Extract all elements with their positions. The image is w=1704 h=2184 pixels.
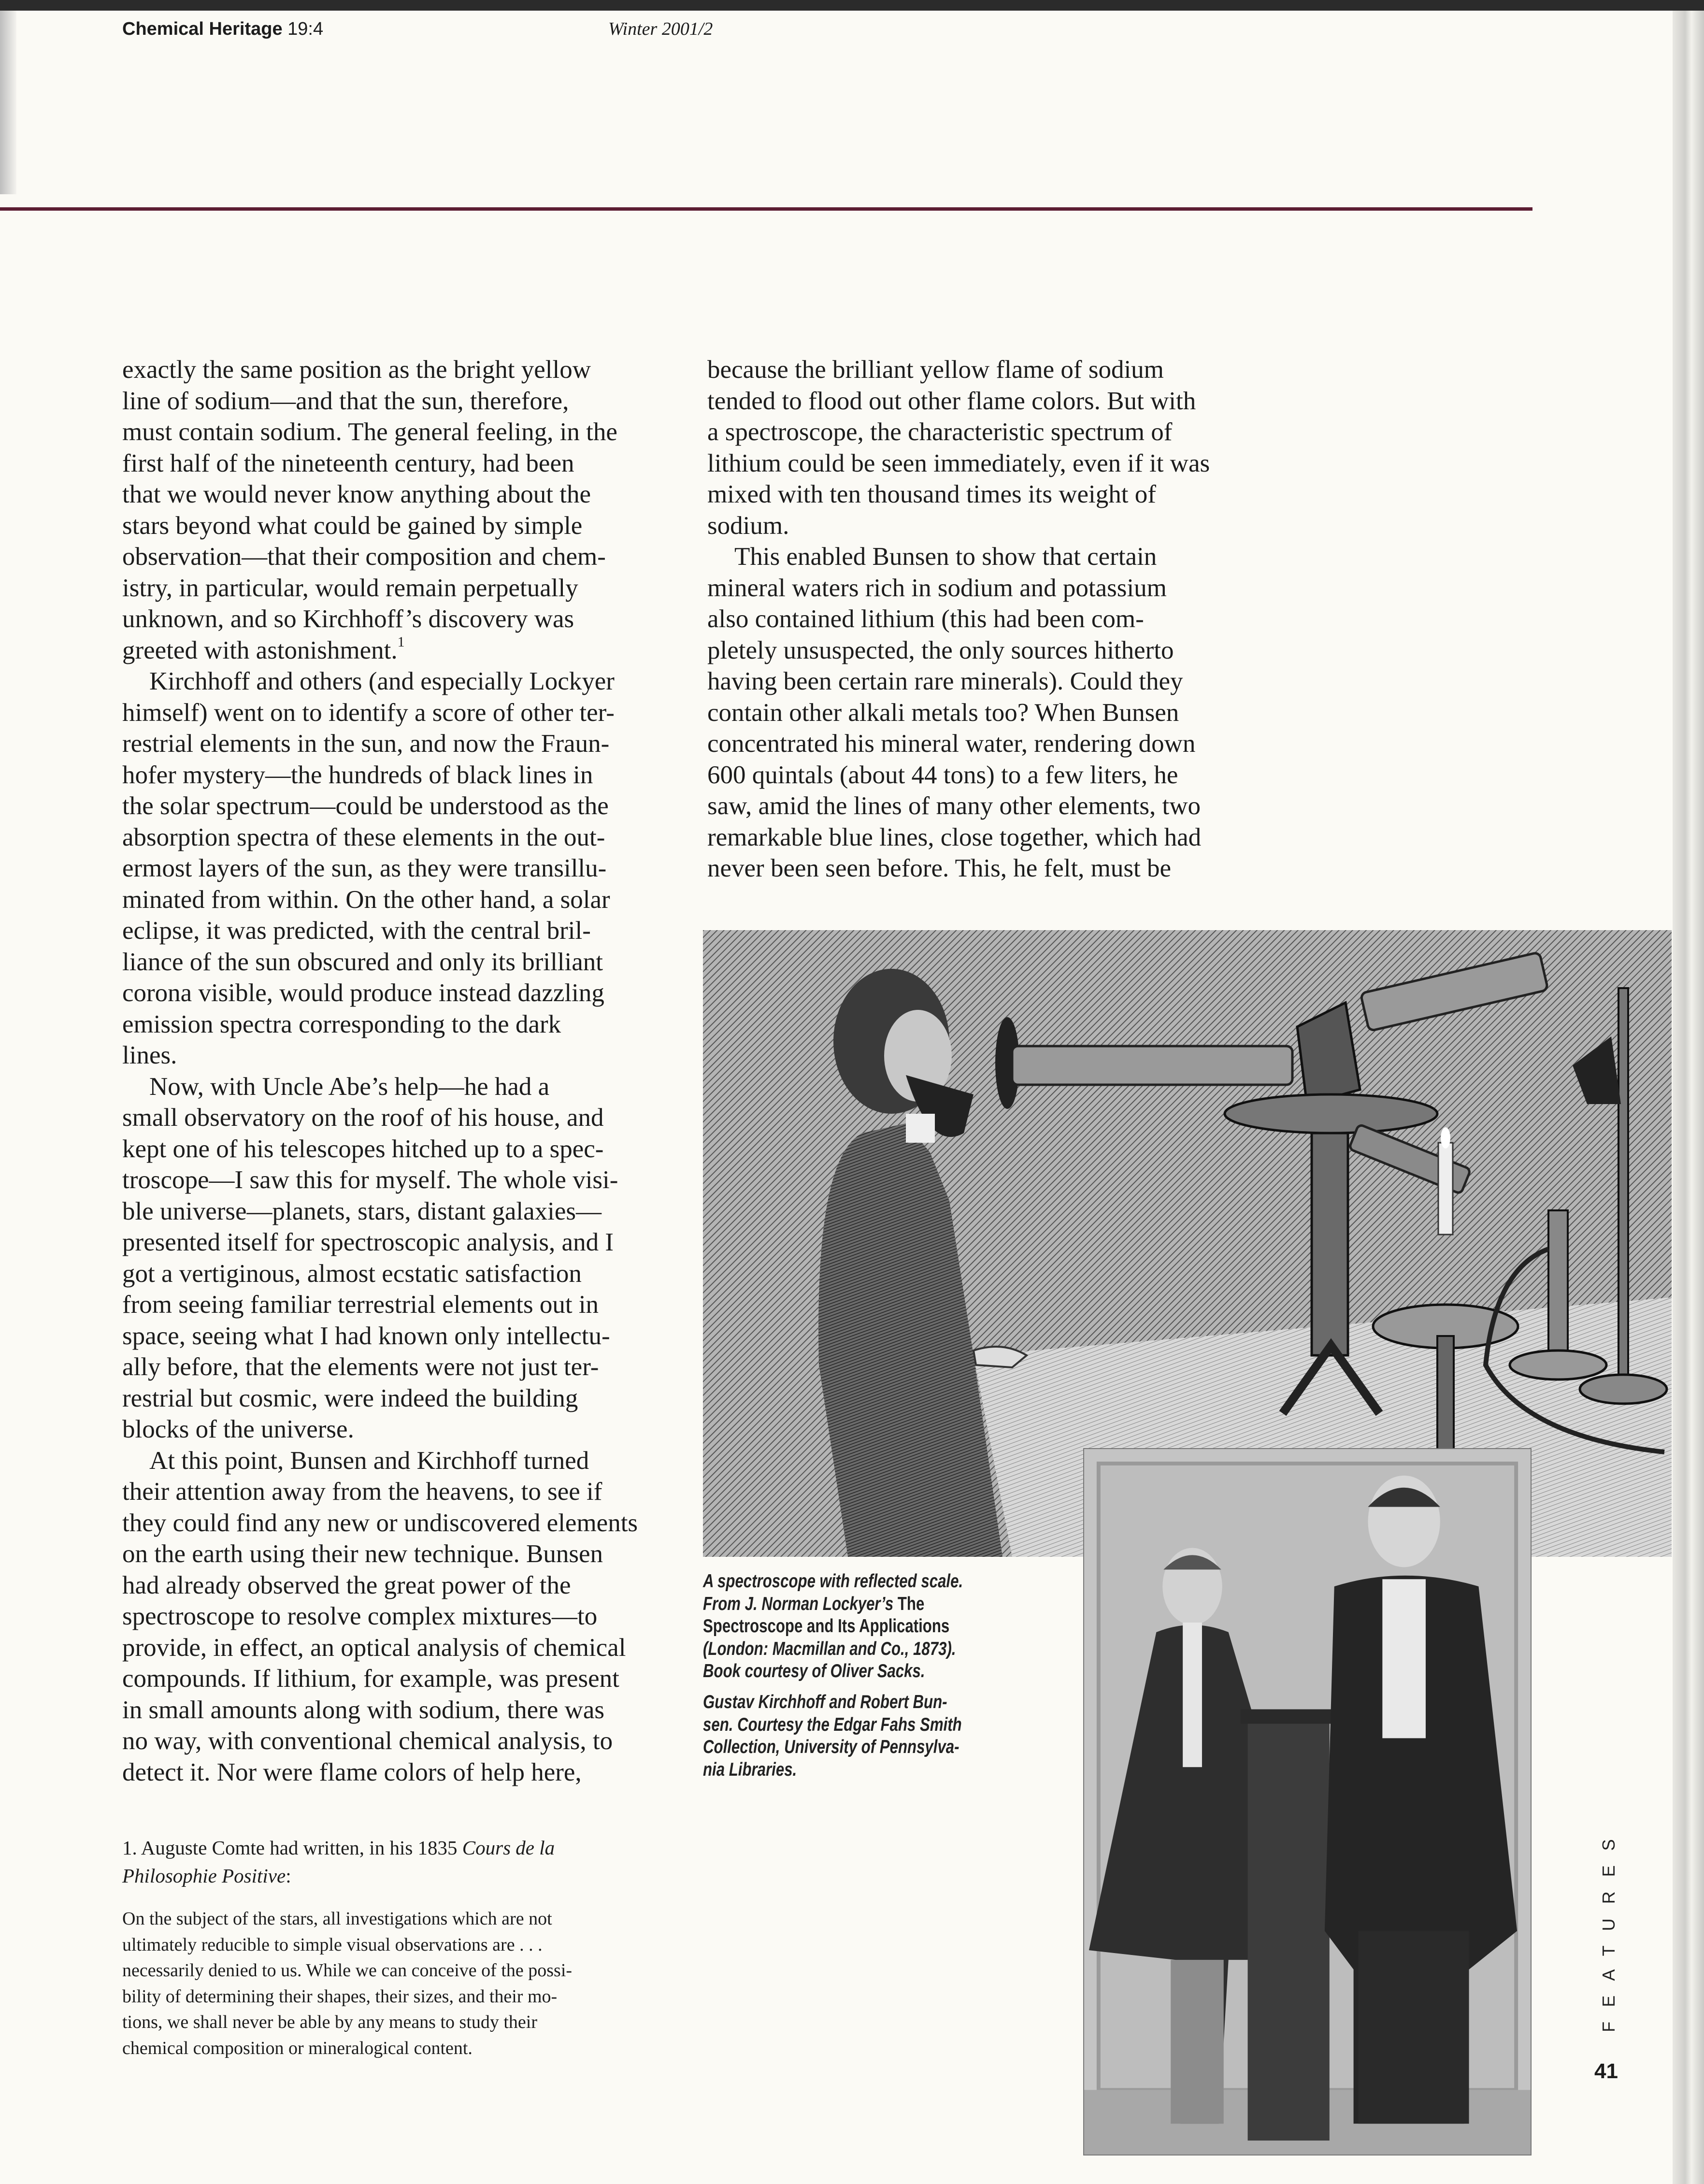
line-text: lines. xyxy=(122,1041,177,1069)
line-text: compounds. If lithium, for example, was present xyxy=(122,1665,619,1693)
line-text: they could find any new or undiscovered elements xyxy=(122,1509,638,1537)
line-text: no way, with conventional chemical analysis, to xyxy=(122,1727,613,1755)
line-text: line of sodium—and that the sun, therefore, xyxy=(122,387,569,415)
text-line xyxy=(122,1757,659,1788)
text-line xyxy=(707,354,1244,386)
text-line xyxy=(707,603,1244,635)
line-text: kept one of his telescopes hitched up to a spec- xyxy=(122,1135,604,1163)
text-line xyxy=(122,448,659,479)
footnote-line xyxy=(122,1834,663,1862)
text-line xyxy=(122,1134,659,1165)
line-text: himself) went on to identify a score of other ter- xyxy=(122,698,615,727)
text-line xyxy=(707,417,1244,448)
line-text: stars beyond what could be gained by simple xyxy=(122,511,583,540)
line-text: greeted with astonishment. xyxy=(122,636,398,664)
line-text: exactly the same position as the bright yellow xyxy=(122,356,591,384)
text-line xyxy=(122,1476,659,1508)
text-line xyxy=(122,1508,659,1539)
text-line xyxy=(122,1040,659,1071)
line-text: Kirchhoff and others (and especially Lockyer xyxy=(149,667,615,695)
line-text: corona visible, would produce instead dazzling xyxy=(122,979,604,1007)
line-text: 600 quintals (about 44 tons) to a few liters, he xyxy=(707,761,1178,789)
line-text: ble universe—planets, stars, distant galaxies— xyxy=(122,1197,602,1225)
spectroscope-caption xyxy=(703,1570,1070,1683)
line-text: istry, in particular, would remain perpetually xyxy=(122,574,578,602)
text-line xyxy=(707,822,1244,853)
text-line xyxy=(122,1071,659,1103)
text-line xyxy=(707,853,1244,884)
line-text: never been seen before. This, he felt, must be xyxy=(707,854,1172,882)
text-line xyxy=(122,1383,659,1414)
line-text: ally before, that the elements were not just ter- xyxy=(122,1353,599,1381)
line-text: detect it. Nor were flame colors of help here, xyxy=(122,1758,582,1786)
footnote-quote-line: chemical composition or mineralogical content. xyxy=(122,2038,473,2058)
footnote-quote xyxy=(122,1906,663,2061)
book-title: The xyxy=(897,1593,925,1614)
line-text: a spectroscope, the characteristic spectrum of xyxy=(707,418,1173,446)
footnote-marker[interactable]: 1 xyxy=(397,633,405,650)
text-line xyxy=(707,697,1244,729)
line-text: concentrated his mineral water, rendering down xyxy=(707,730,1196,758)
text-line xyxy=(122,1289,659,1321)
text-line xyxy=(122,1695,659,1726)
text-line xyxy=(122,1663,659,1695)
line-text: presented itself for spectroscopic analysis, and I xyxy=(122,1228,614,1256)
text-line xyxy=(122,1321,659,1352)
line-text: At this point, Bunsen and Kirchhoff turned xyxy=(149,1446,589,1475)
text-line xyxy=(122,1414,659,1445)
footnote-quote-line: ultimately reducible to simple visual observations are . . . xyxy=(122,1934,543,1955)
page-stack-edge xyxy=(1673,11,1704,2184)
caption-line: sen. Courtesy the Edgar Fahs Smith xyxy=(703,1714,962,1735)
line-text: blocks of the universe. xyxy=(122,1415,354,1443)
text-line xyxy=(707,760,1244,791)
footnote-quote-line: tions, we shall never be able by any means to study their xyxy=(122,2012,538,2032)
caption-line: A spectroscope with reflected scale. xyxy=(703,1571,963,1592)
text-line xyxy=(122,1538,659,1570)
text-line xyxy=(122,947,659,978)
text-line xyxy=(122,635,659,666)
issue-number: 19:4 xyxy=(287,19,324,39)
line-text: eclipse, it was predicted, with the central bril- xyxy=(122,917,591,945)
text-line xyxy=(122,1227,659,1258)
footnote-quote-line: bility of determining their shapes, their sizes, and their mo- xyxy=(122,1986,558,2007)
running-header-date: Winter 2001/2 xyxy=(608,19,713,39)
footnote-title: Philosophie Positive xyxy=(122,1865,286,1887)
pedestal xyxy=(1241,1710,1337,2141)
line-text: provide, in effect, an optical analysis of chemical xyxy=(122,1633,626,1662)
line-text: Now, with Uncle Abe’s help—he had a xyxy=(149,1072,550,1101)
line-text: ermost layers of the sun, as they were transillu- xyxy=(122,854,607,882)
text-line xyxy=(122,1258,659,1290)
line-text: troscope—I saw this for myself. The whole visi- xyxy=(122,1166,618,1194)
text-line xyxy=(122,884,659,916)
text-line xyxy=(122,1196,659,1227)
footnote-quote-line: necessarily denied to us. While we can conceive of the possi- xyxy=(122,1960,573,1981)
text-line xyxy=(122,354,659,386)
text-line xyxy=(707,448,1244,479)
text-line xyxy=(122,697,659,729)
text-line xyxy=(122,1009,659,1040)
line-text: that we would never know anything about the xyxy=(122,480,591,508)
caption-line: Gustav Kirchhoff and Robert Bun- xyxy=(703,1692,947,1712)
page-number: 41 xyxy=(1594,2059,1618,2083)
publication-name: Chemical Heritage xyxy=(122,19,283,39)
text-line xyxy=(122,603,659,635)
text-line xyxy=(122,1351,659,1383)
line-text: first half of the nineteenth century, had been xyxy=(122,449,574,477)
line-text: spectroscope to resolve complex mixtures—to xyxy=(122,1602,598,1630)
text-line xyxy=(707,666,1244,697)
text-line xyxy=(122,1725,659,1757)
caption-line: nia Libraries. xyxy=(703,1759,797,1780)
line-text: tended to flood out other flame colors. But with xyxy=(707,387,1196,415)
line-text: had already observed the great power of the xyxy=(122,1571,571,1599)
line-text: small observatory on the roof of his house, and xyxy=(122,1104,604,1132)
text-line xyxy=(707,635,1244,666)
footnote-quote-line: On the subject of the stars, all investigations which are not xyxy=(122,1909,552,1929)
line-text: emission spectra corresponding to the dark xyxy=(122,1010,561,1038)
line-text: hofer mystery—the hundreds of black lines in xyxy=(122,761,593,789)
line-text: also contained lithium (this had been com- xyxy=(707,605,1144,633)
line-text: unknown, and so Kirchhoff’s discovery was xyxy=(122,605,574,633)
text-line xyxy=(122,666,659,697)
line-text: space, seeing what I had known only intellectu- xyxy=(122,1322,610,1350)
line-text: in small amounts along with sodium, there was xyxy=(122,1695,605,1724)
text-line xyxy=(122,541,659,573)
text-line xyxy=(122,1632,659,1664)
line-text: observation—that their composition and chem- xyxy=(122,543,606,571)
text-line xyxy=(707,541,1244,573)
line-text: pletely unsuspected, the only sources hitherto xyxy=(707,636,1174,664)
line-text: remarkable blue lines, close together, which had xyxy=(707,823,1202,851)
line-text: from seeing familiar terrestrial elements out in xyxy=(122,1291,599,1319)
kirchhoff-bunsen-photo xyxy=(1083,1448,1532,2155)
text-line xyxy=(122,479,659,510)
line-text: the solar spectrum—could be understood as the xyxy=(122,792,609,820)
footnote-text: 1. Auguste Comte had written, in his 1835 xyxy=(122,1837,462,1859)
line-text: must contain sodium. The general feeling, in the xyxy=(122,418,617,446)
text-line xyxy=(707,386,1244,417)
section-label: FEATURES xyxy=(1599,1825,1618,2032)
caption-line: Collection, University of Pennsylva- xyxy=(703,1737,959,1757)
text-line xyxy=(122,1445,659,1477)
text-line xyxy=(122,790,659,822)
facing-page-edge xyxy=(0,11,16,194)
line-text: their attention away from the heavens, to see if xyxy=(122,1478,602,1506)
line-text: got a vertiginous, almost ecstatic satisfaction xyxy=(122,1259,582,1288)
text-line xyxy=(122,510,659,542)
header-rule xyxy=(0,207,1532,211)
line-text: mixed with ten thousand times its weight of xyxy=(707,480,1156,508)
text-line xyxy=(122,760,659,791)
line-text: because the brilliant yellow flame of sodium xyxy=(707,356,1164,384)
text-line xyxy=(707,573,1244,604)
caption-line: Book courtesy of Oliver Sacks. xyxy=(703,1661,925,1681)
text-line xyxy=(707,479,1244,510)
footnote-text: : xyxy=(286,1865,291,1887)
line-text: minated from within. On the other hand, a solar xyxy=(122,885,610,914)
line-text: liance of the sun obscured and only its brilliant xyxy=(122,948,603,976)
line-text: lithium could be seen immediately, even if it was xyxy=(707,449,1210,477)
line-text: absorption spectra of these elements in the out- xyxy=(122,823,605,851)
footnote-reference xyxy=(122,1834,663,1890)
text-line xyxy=(707,510,1244,542)
caption-line xyxy=(703,1593,997,1616)
text-line xyxy=(122,915,659,947)
text-line xyxy=(122,822,659,853)
scan-border xyxy=(0,0,1704,11)
text-line xyxy=(122,1164,659,1196)
right-text-column xyxy=(707,354,1244,884)
text-line xyxy=(122,1102,659,1134)
text-line xyxy=(122,417,659,448)
book-title: Spectroscope and Its Applications xyxy=(703,1616,950,1637)
line-text: saw, amid the lines of many other elements, two xyxy=(707,792,1201,820)
line-text: contain other alkali metals too? When Bunsen xyxy=(707,698,1179,727)
line-text: having been certain rare minerals). Could they xyxy=(707,667,1183,695)
text-line xyxy=(122,386,659,417)
text-line xyxy=(122,573,659,604)
line-text: This enabled Bunsen to show that certain xyxy=(734,543,1157,571)
line-text: restrial elements in the sun, and now the Fraun- xyxy=(122,730,610,758)
text-line xyxy=(122,853,659,884)
left-text-column xyxy=(122,354,659,1788)
footnote-title: Cours de la xyxy=(462,1837,555,1859)
text-line xyxy=(122,1570,659,1601)
line-text: sodium. xyxy=(707,511,789,540)
footnote-line xyxy=(122,1862,663,1890)
running-header-publication xyxy=(122,17,323,41)
text-line xyxy=(122,728,659,760)
text-line xyxy=(707,728,1244,760)
text-line xyxy=(707,790,1244,822)
portrait-caption xyxy=(703,1691,1070,1781)
line-text: on the earth using their new technique. Bunsen xyxy=(122,1540,603,1568)
text-line xyxy=(122,977,659,1009)
line-text: mineral waters rich in sodium and potassium xyxy=(707,574,1167,602)
text-line xyxy=(122,1601,659,1632)
caption-text: From J. Norman Lockyer’s xyxy=(703,1593,898,1614)
line-text: restrial but cosmic, were indeed the building xyxy=(122,1384,578,1412)
caption-line: (London: Macmillan and Co., 1873). xyxy=(703,1638,956,1659)
